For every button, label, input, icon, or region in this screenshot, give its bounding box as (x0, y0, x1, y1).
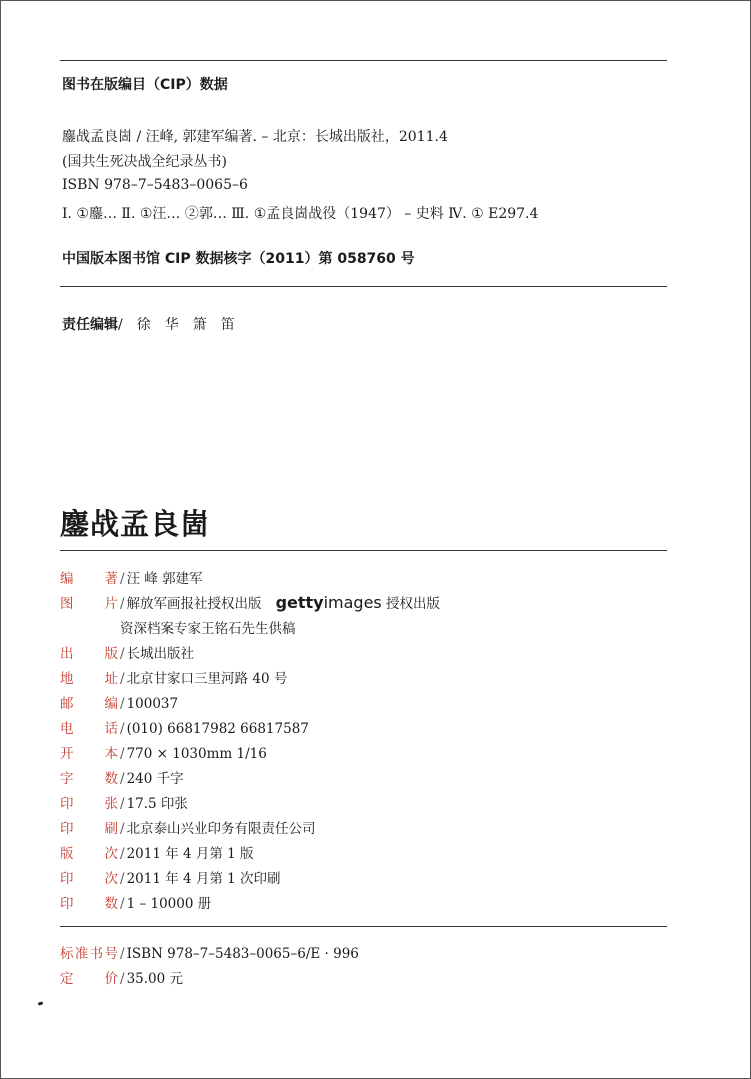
slash: / (120, 971, 125, 987)
credit-label: 邮编 (60, 696, 118, 712)
isbn-label: 标准书号 (60, 946, 118, 962)
slash: / (120, 721, 125, 737)
price-row (60, 967, 183, 987)
credit-row-edition (60, 842, 254, 862)
credit-value: 100037 (126, 696, 179, 712)
slash: / (120, 671, 125, 687)
credit-row-phone (60, 717, 309, 737)
slash: / (120, 571, 125, 587)
slash: / (120, 796, 125, 812)
credit-label: 开本 (60, 746, 118, 762)
credit-label: 印次 (60, 871, 118, 887)
getty-suffix: 授权出版 (381, 596, 441, 612)
credit-row-print-run (60, 892, 211, 912)
slash: / (120, 771, 125, 787)
credit-row-printer (60, 817, 316, 837)
slash: / (120, 646, 125, 662)
credit-label: 印刷 (60, 821, 118, 837)
credit-row-address (60, 667, 287, 687)
credit-value: 1 – 10000 册 (126, 896, 212, 912)
credit-label: 电话 (60, 721, 118, 737)
getty-images-logo (276, 593, 382, 612)
credit-row-postcode (60, 692, 178, 712)
slash: / (120, 696, 125, 712)
slash: / (120, 596, 125, 612)
credit-label: 出版 (60, 646, 118, 662)
credit-row-word-count (60, 767, 184, 787)
credit-row-photo (60, 592, 440, 612)
credit-value: (010) 66817982 66817587 (126, 721, 309, 737)
credit-value: 长城出版社 (126, 646, 195, 662)
cip-line-1: 鏖战孟良崮 / 汪峰, 郭建军编著. – 北京：长城出版社，2011.4 (62, 129, 448, 145)
cip-line-3: ISBN 978–7–5483–0065–6 (62, 177, 248, 193)
credit-label: 编著 (60, 571, 118, 587)
rule-credits-bottom (60, 926, 667, 927)
credit-value: 2011 年 4 月第 1 次印刷 (126, 871, 281, 887)
price-label: 定价 (60, 971, 118, 987)
cip-line-4: Ⅰ. ①鏖… Ⅱ. ①汪… ②郭… Ⅲ. ①孟良崮战役（1947） – 史料 Ⅳ. ① E297.4 (62, 206, 539, 222)
credit-label: 印数 (60, 896, 118, 912)
credit-label: 印张 (60, 796, 118, 812)
slash: / (120, 946, 125, 962)
credit-label: 字数 (60, 771, 118, 787)
credit-row-sheets (60, 792, 188, 812)
credit-label: 地址 (60, 671, 118, 687)
slash: / (120, 871, 125, 887)
credit-row-printing (60, 867, 281, 887)
slash: / (120, 821, 125, 837)
rule-title (60, 550, 667, 551)
rule-top (60, 60, 667, 61)
editor-names: 徐华箫笛 (136, 317, 249, 333)
credit-value: 770 × 1030mm 1/16 (126, 746, 267, 762)
responsible-editor (62, 314, 249, 334)
isbn-value: ISBN 978–7–5483–0065–6/E · 996 (126, 946, 359, 962)
slash: / (120, 896, 125, 912)
credit-row-author (60, 567, 203, 587)
cip-record-number: 中国版本图书馆 CIP 数据核字（2011）第 058760 号 (62, 251, 415, 267)
credit-row-publisher (60, 642, 194, 662)
standard-book-number (60, 942, 359, 962)
credit-value: 汪 峰 郭建军 (126, 571, 203, 587)
rule-cip-bottom (60, 286, 667, 287)
credit-label: 版次 (60, 846, 118, 862)
getty-light: images (323, 593, 382, 612)
editor-label: 责任编辑 (62, 317, 118, 333)
credit-value: 17.5 印张 (126, 796, 188, 812)
editor-separator: / (118, 317, 137, 333)
credit-label: 图片 (60, 596, 118, 612)
credit-row-format (60, 742, 267, 762)
book-title: 鏖战孟良崮 (60, 507, 211, 541)
cip-heading: 图书在版编目（CIP）数据 (62, 77, 228, 93)
credit-value: 240 千字 (126, 771, 184, 787)
credit-value: 解放军画报社授权出版 (126, 596, 262, 612)
slash: / (120, 746, 125, 762)
price-value: 35.00 元 (126, 971, 184, 987)
slash: / (120, 846, 125, 862)
credit-value: 2011 年 4 月第 1 版 (126, 846, 254, 862)
credit-value: 北京泰山兴业印务有限责任公司 (126, 821, 316, 837)
archive-credit: 资深档案专家王铭石先生供稿 (120, 621, 296, 637)
credit-value: 北京甘家口三里河路 40 号 (126, 671, 288, 687)
cip-line-2: (国共生死决战全纪录丛书) (62, 154, 227, 170)
getty-bold: getty (275, 593, 324, 612)
